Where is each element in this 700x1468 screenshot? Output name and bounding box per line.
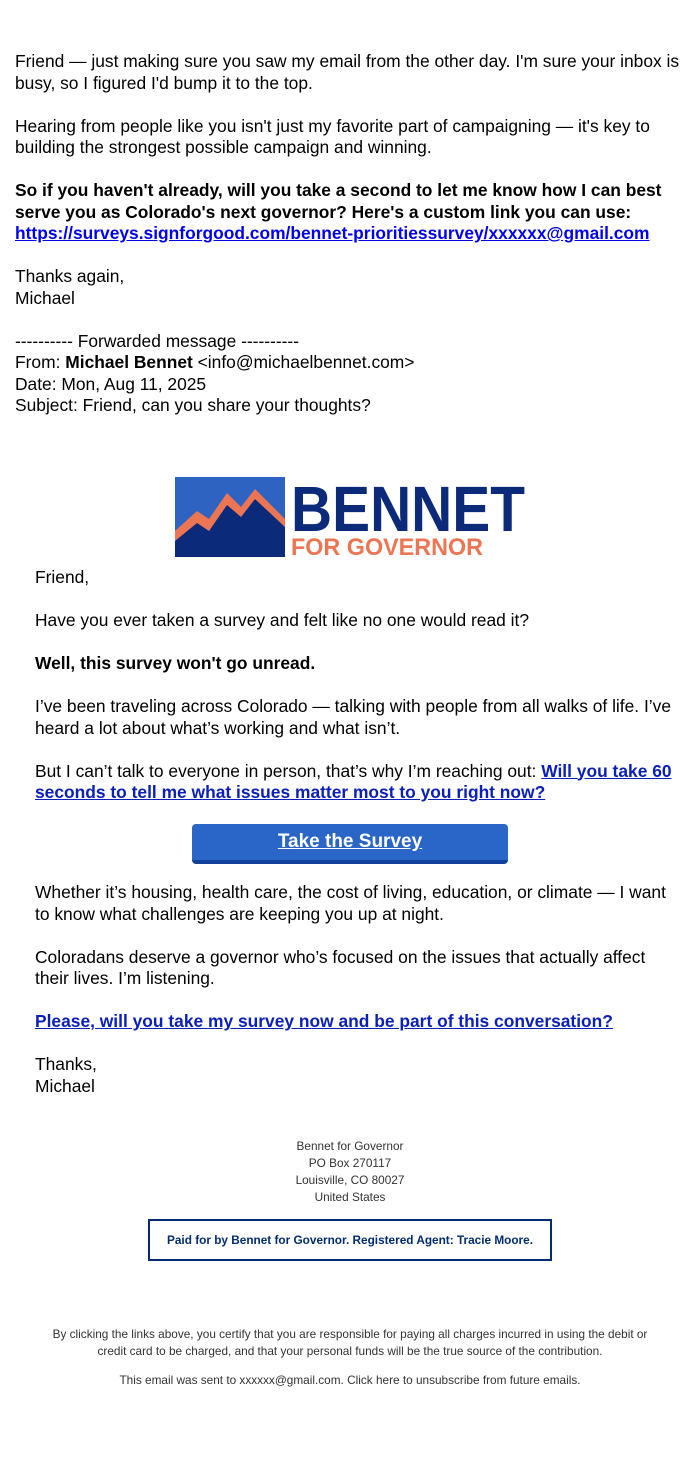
body-paragraph-4-text: But I can’t talk to everyone in person, that’s why I’m reaching out: xyxy=(35,760,542,781)
email-body xyxy=(35,567,675,1119)
intro-signature: Michael xyxy=(15,287,75,308)
forwarded-date: Date: Mon, Aug 11, 2025 xyxy=(15,373,207,394)
body-greeting: Friend, xyxy=(35,567,90,587)
intro-paragraph-3 xyxy=(15,180,691,245)
logo-title: BENNET xyxy=(291,475,525,545)
body-paragraph-1: Have you ever taken a survey and felt like no one would read it? xyxy=(35,610,529,630)
from-label: From: xyxy=(15,352,66,372)
body-paragraph-2: Well, this survey won't go unread. xyxy=(35,653,316,673)
forwarded-from xyxy=(15,352,691,374)
footer-city: Louisville, CO 80027 xyxy=(295,1173,405,1187)
body-thanks: Thanks, xyxy=(35,1054,97,1074)
body-signoff xyxy=(35,1054,675,1097)
body-paragraph-4 xyxy=(35,761,675,804)
intro-ask-text: So if you haven't already, will you take a second to let me know how I can best serve you as Colorado's next governor? Here's a custom link you can use: xyxy=(15,180,662,222)
body-paragraph-3: I’ve been traveling across Colorado — talking with people from all walks of life. I’ve heard a lot about what’s working and what isn’t. xyxy=(35,696,672,738)
forwarded-divider: ---------- Forwarded message ---------- xyxy=(15,330,300,351)
body-paragraph-7 xyxy=(35,1011,675,1033)
body-paragraph-5: Whether it’s housing, health care, the cost of living, education, or climate — I want to know what challenges are keeping you up at night. xyxy=(35,882,666,924)
body-paragraph-6: Coloradans deserve a governor who’s focused on the issues that actually affect their lives. I’m listening. xyxy=(35,946,646,988)
survey-question-link[interactable]: Will you take 60 seconds to tell me what issues matter most to you right now? xyxy=(35,760,672,802)
from-email: <info@michaelbennet.com> xyxy=(192,352,415,372)
body-signature: Michael xyxy=(35,1075,95,1096)
intro-paragraph-2: Hearing from people like you isn't just my favorite part of campaigning — it's key to building the strongest possible campaign and winning. xyxy=(15,115,650,157)
email-intro xyxy=(15,51,691,417)
forwarded-subject: Subject: Friend, can you share your thoughts? xyxy=(15,395,371,415)
footer-country: United States xyxy=(314,1190,386,1204)
take-survey-now-link[interactable]: Please, will you take my survey now and be part of this conversation? xyxy=(35,1011,613,1031)
survey-button-wrapper xyxy=(35,824,675,864)
intro-signoff xyxy=(15,266,691,309)
logo-subtitle: FOR GOVERNOR xyxy=(291,534,483,560)
intro-paragraph-1: Friend — just making sure you saw my email from the other day. I'm sure your inbox is busy, so I figured I'd bump it to the top. xyxy=(15,51,680,93)
forwarded-header xyxy=(15,331,691,417)
from-name: Michael Bennet xyxy=(65,352,193,372)
certify-text: By clicking the links above, you certify that you are responsible for paying all charges incurred in using the debit or credit card to be charged, and that your personal funds will be the true source of the contribution. xyxy=(52,1327,648,1358)
unsubscribe-text[interactable]: This email was sent to xxxxxx@gmail.com. Click here to unsubscribe from future emails. xyxy=(119,1373,581,1387)
colorado-mountain-icon xyxy=(175,477,285,557)
footer-org: Bennet for Governor xyxy=(296,1139,404,1153)
email-footer xyxy=(0,1138,700,1261)
mailing-address xyxy=(0,1138,700,1206)
intro-thanks: Thanks again, xyxy=(15,266,125,286)
footer-po-box: PO Box 270117 xyxy=(308,1156,392,1170)
take-survey-button[interactable]: Take the Survey xyxy=(192,824,508,864)
legal-notice xyxy=(40,1326,660,1401)
paid-for-disclaimer: Paid for by Bennet for Governor. Registered Agent: Tracie Moore. xyxy=(148,1219,552,1261)
bennet-for-governor-logo xyxy=(175,475,527,560)
custom-survey-link[interactable]: https://surveys.signforgood.com/bennet-prioritiessurvey/xxxxxx@gmail.com xyxy=(15,223,650,243)
